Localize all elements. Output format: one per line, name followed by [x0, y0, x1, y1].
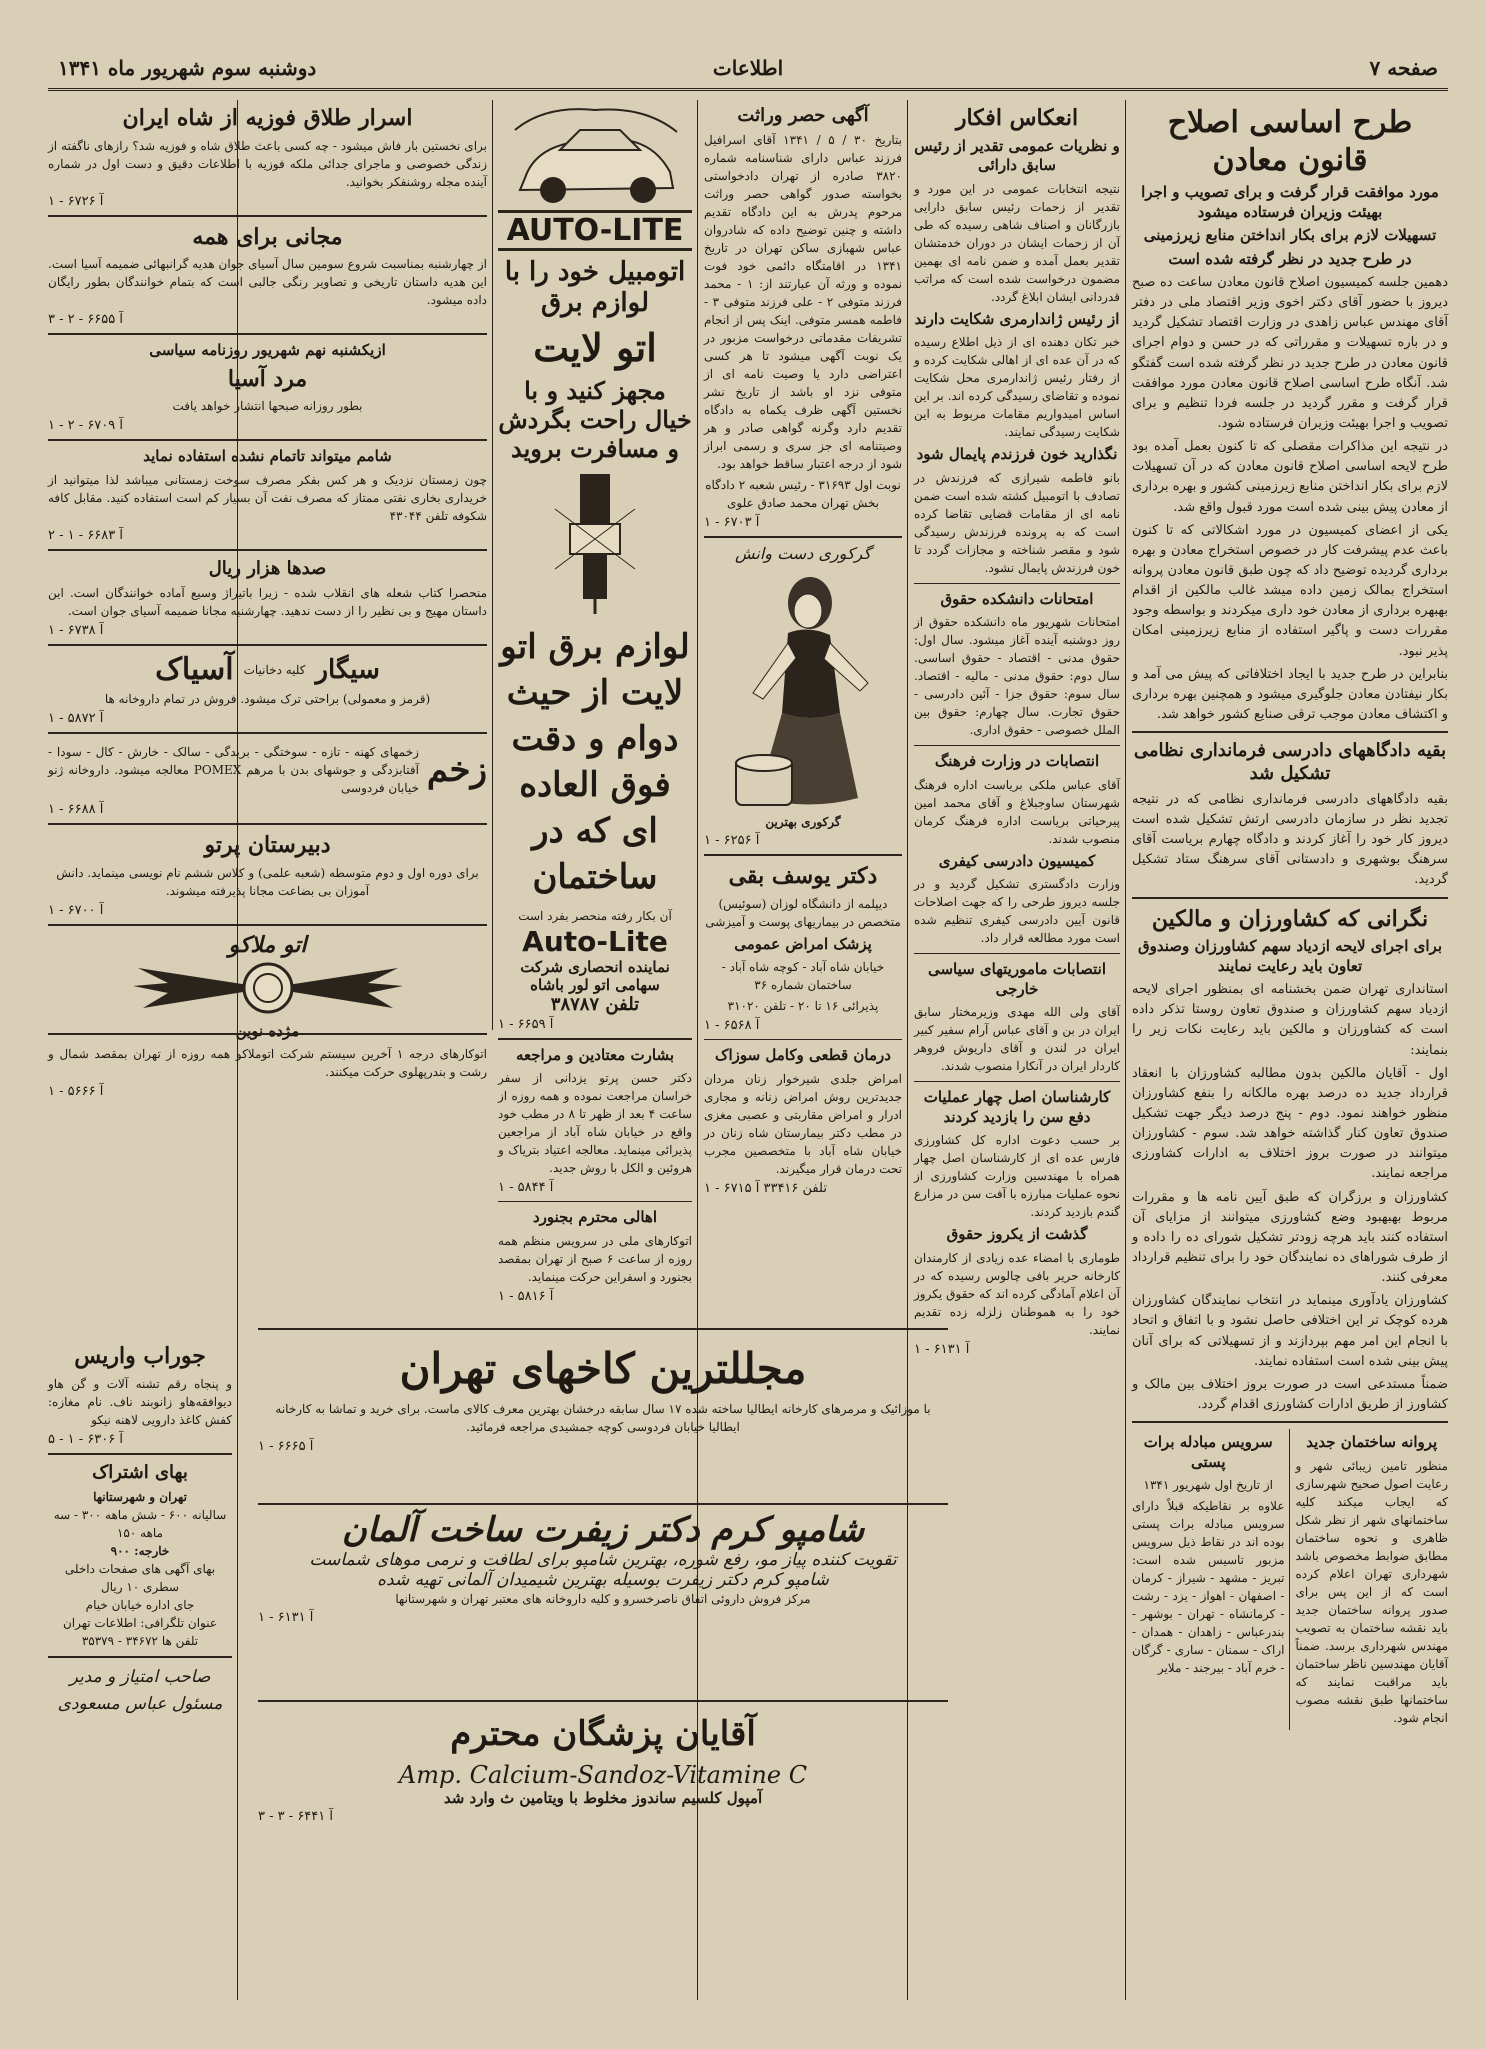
headline-son: نگذارید خون فرزندم پایمال شود [916, 445, 1118, 464]
divider [48, 1453, 232, 1455]
ad-ref: آ ۶۶۸۳ - ۱ - ۲ [48, 527, 123, 543]
ad-ref: آ ۶۷۳۸ - ۱ [48, 623, 104, 639]
ad-cosmetics [704, 544, 902, 848]
shampoo-tagline: تقویت کننده پیاز مو، رفع شوره، بهترین شامپو برای لطافت و نرمی موهای شماست [309, 1550, 897, 1570]
divider [914, 1081, 1120, 1082]
newspaper-page [48, 48, 1448, 2028]
ad-ref: آ ۵۶۶۶ - ۱ [48, 1084, 104, 1100]
ad-ref: آ ۶۱۳۱ - ۱ [914, 1341, 970, 1357]
subscription-region: تهران و شهرستانها [93, 1489, 187, 1504]
article-text: کشاورزان یادآوری مینماید در انتخاب نمایندگان کشاورزان هرده کوچک تر این اختلافی حاصل نشود و با اتفاق و اتحاد با انجام این امر مهم بپردازند و از تسهیلاتی که برای آنان پیش بینی شده است استفاده نمایند. [1132, 1293, 1448, 1369]
box-title: پروانه ساختمان جدید [1306, 1433, 1438, 1452]
article-text: کشاورزان و برزگران که طبق آیین نامه ها و مقررات مربوط بهبهبود وضع کشاورزی میتوانند از مزایای آن استفاده کنند باید هرچه زودتر تشکیل شورای ده را داده و از طرف شوراهای ده نمایندگان خود را برای تنظیم قرارداد معرفی کنند. [1132, 1189, 1448, 1286]
headline-culture-appointments: انتصابات در وزارت فرهنگ [934, 752, 1100, 771]
subscription-rates: سالیانه ۶۰۰ - شش ماهه ۳۰۰ - سه ماهه ۱۵۰ [53, 1507, 227, 1540]
divider [1132, 897, 1448, 899]
issue-date: دوشنبه سوم شهریور ماه ۱۳۴۱ [58, 56, 317, 80]
box-title: سرویس مبادله برات پستی [1143, 1433, 1273, 1471]
ad-ref: آ ۵۸۱۶ - ۱ [498, 1288, 554, 1304]
newspaper-name: مرد آسیا [227, 365, 308, 392]
woman-illustration [718, 563, 888, 813]
spark-plug-illustration [535, 469, 655, 619]
article-text: دهمین جلسه کمیسیون اصلاح قانون معادن ساعت ده صبح دیروز با حضور آقای دکتر اخوی وزیر اقتصاد ملی در دفتر آقای مهندس عباس زاهدی در وزارت اقتصاد تشکیل گردید و در باره تسهیلات و مقرراتی که در حسن و دوام اجرای قانون معادن در طرح جدید در نظر گرفته شده است گفتگو شد. آنگاه طرح اساسی اصلاح قانون معادن مورد موافقت قرار گرفت و مقرر گردید در جلسه فردا تنظیم و برای تصویب و اجرا بهیئت وزیران فرستاده شود. [1132, 275, 1448, 431]
ad-ref: تلفن ۳۳۴۱۶ آ ۶۷۱۵ - ۱ [704, 1180, 827, 1196]
divider [498, 1038, 692, 1040]
headline-gendarmerie: از رئیس ژاندارمری شکایت دارند [914, 309, 1120, 328]
article-text: آقای ولی الله مهدی وزیرمختار سابق ایران در بن و آقای عباس آرام سفیر کبیر ایران در لندن و آقای داریوش فروهر کاردار ایران در آنکارا منصوب شدند. [914, 1005, 1120, 1074]
column-public-opinion [914, 100, 1120, 1980]
headline-bojnurd: اهالی محترم بجنورد [532, 1208, 658, 1227]
divider [914, 583, 1120, 584]
tiles-headline: مجللترین کاخهای تهران [399, 1344, 807, 1393]
article-text: بانو فاطمه شیرازی که فرزندش در تصادف با اتومبیل کشته شده است ضمن نامه ای از مقامات قضایی تقاضا کرده است که به پرونده فرزندش رسیدگی شود و مقصر شناخته و مجازات گردد تا خون فرزندش پایمال نشود. [914, 470, 1120, 575]
subscription-title: بهای اشتراک [92, 1461, 188, 1483]
doctor-bio: دیپلمه از دانشگاه لوزان (سوئیس) متخصص در بیماریهای پوست و آمیزشی [705, 896, 901, 929]
article-text: نتیجه انتخابات عمومی در این مورد و تقدیر از زحمات رئیس سابق دارایی بازرگانان و اصناف شاهی رسیده که طی آن از زحمات ایشان در دوران خدمتشان تقدیر بعمل آمده و ضمن نامه ای بهمین مضمون درخواست شده است که مراتب قدردانی ایشان ابلاغ گردد. [914, 181, 1120, 304]
subscription-abroad: خارجه: ۹۰۰ [110, 1543, 170, 1558]
divider [48, 1033, 487, 1035]
ad-agent: نماینده انحصاری شرکت سهامی اتو لور باشاه [520, 957, 670, 994]
bottom-boxes [1132, 1429, 1448, 1730]
article-text: بر حسب دعوت اداره کل کشاورزی فارس عده ای از کارشناسان اصل چهار همراه با مهندسین وزارت کشاورزی از نحوه عملیات مبارزه با آفت سن در مزارع گندم بازدید کردند. [913, 1133, 1120, 1220]
divider [48, 644, 487, 646]
ad-phone: تلفن ۳۸۷۸۷ [550, 993, 640, 1015]
article-text: بنابراین در طرح جدید با ایجاد اختلافاتی که پیش می آمد و بکار نیفتادن معادن جلوگیری میشود و همچنین بهره برداری و اکتشاف معادن موجب ترقی صنایع کشور خواهد شد. [1132, 666, 1448, 722]
doctor-hours: پذیرائی ۱۶ تا ۲۰ - تلفن ۳۱۰۲۰ [727, 999, 879, 1014]
wound-title: زخم [426, 750, 487, 791]
article-text: طوماری با امضاء عده زیادی از کارمندان کارخانه حریر بافی چالوس رسیده که در آن اعلام آمادگی کرده اند که حقوق یکروز خود را به هموطنان زلزله زده تقدیم نمایند. [914, 1250, 1120, 1337]
column-classifieds [48, 100, 487, 1100]
ad-ref: آ ۶۶۵۵ - ۲ - ۳ [48, 312, 123, 328]
shampoo-retail: مرکز فروش داروئی اتفاق ناصرخسرو و کلیه داروخانه های معتبر تهران و شهرستانها [395, 1592, 811, 1606]
doctor-name: دکتر یوسف بقی [728, 863, 878, 890]
ad-ref: آ ۵۸۴۴ - ۱ [498, 1180, 554, 1196]
article-text: اول - آقایان مالکین بدون مطالبه کشاورزان با انعقاد قرارداد جدید ده درصد بهره مالکانه را بنفع کشاورزان منظور خواهند نمود. دوم - پنج درصد دیگر جهت تشکیل صندوق تعاون کنار گذاشته خواهد شد. سوم - کشاورزان میتوانند در صورت بروز اختلاف به ادارات کشاورزی مراجعه نمایند. [1132, 1065, 1448, 1182]
divider [48, 439, 487, 441]
ad-ref: آ ۶۲۵۶ - ۱ [704, 833, 760, 849]
column-main-article [1132, 100, 1448, 2000]
headline-military-courts: بقیه دادگاههای دادرسی فرمانداری نظامی تشکیل شد [1133, 740, 1447, 785]
article-text: ضمناً مستدعی است در صورت بروز اختلاف بین مالک و کشاورز از طریق ادارات کشاورزی اقدام گردد. [1132, 1376, 1448, 1412]
ad-body: لوازم برق اتو لایت از حیث دوام و دقت فوق العاده ای که در ساختمان [500, 627, 690, 897]
headline-pest-control: کارشناسان اصل چهار عملیات دفع سن را بازدید کردند [923, 1088, 1111, 1126]
shampoo-tagline: شامپو کرم دکتر زیفرت بوسیله بهترین شیمیدان آلمانی تهیه شده [377, 1570, 829, 1590]
sandoz-product: Amp. Calcium-Sandoz-Vitamine C [398, 1760, 808, 1789]
building-permit-box [1296, 1429, 1449, 1730]
headline-school: دبیرستان پرتو [204, 832, 331, 859]
ad-ref: آ ۶۷۰۹ - ۲ - ۱ [48, 418, 123, 434]
sandoz-headline: آقایان پزشگان محترم [450, 1714, 756, 1754]
ad-text: چون زمستان نزدیک و هر کس بفکر مصرف سوخت زمستانی میباشد لذا میتوانید از خریداری بخاری نفتی ممتاز که مصرف نفت آن بسیار کم است استفاده کنید. مقابل کافه شکوفه تلفن ۴۳۰۴۴ [48, 472, 487, 523]
shampoo-title: شامپو کرم دکتر زیفرت ساخت آلمان [341, 1510, 865, 1550]
ad-text: برای دوره اول و دوم متوسطه (شعبه علمی) و کلاس ششم نام نویسی مینماید. دانش آموزان بی بضاعت مجانا پذیرفته میشوند. [56, 865, 479, 898]
bus-company-logo-text: اتو ملاکو [228, 931, 307, 958]
autolite-logo-script: Auto-Lite [522, 924, 668, 958]
divider [498, 1201, 692, 1202]
clinic-text: امراض جلدی شیرخوار زنان مردان جدیدترین روش امراض زنانه و مجاری ادرار و امراض مقاربتی و عصبی مغزی در مطب دکتر بیمارستان شاه زنان در خیابان شاه آباد با متخصصین مجرب تحت درمان قرار میگیرند. [704, 1071, 902, 1176]
cigarette-title: سیگار [315, 654, 380, 685]
headline-public-opinion: انعکاس افکار [955, 105, 1079, 131]
article-text: امتحانات شهریور ماه دانشکده حقوق از روز دوشنبه آینده آغاز میشود. سال اول: حقوق مدنی - اقتصاد - حقوق اساسی. سال دوم: حقوق مدنی - مالیه - اقتصاد. سال سوم: حقوق جزا - آئین دادرسی - حقوق تجارت. سال چهارم: حقوق بین الملل خصوصی - حقوق اداری. [914, 615, 1120, 738]
car-illustration [505, 100, 685, 210]
divider [1132, 731, 1448, 733]
column-rule [1125, 100, 1126, 2000]
ad-brand-persian: اتو لایت [533, 325, 657, 371]
ad-sandoz [258, 1708, 948, 1848]
divider [48, 1656, 232, 1658]
headline-farmers: نگرانی که کشاورزان و مالکین [1151, 905, 1429, 932]
notice-signature: نوبت اول ۳۱۶۹۳ - رئیس شعبه ۲ دادگاه بخش تهران محمد صادق علوی [705, 478, 901, 511]
article-text: استانداری تهران ضمن بخشنامه ای بمنظور اجرای لایحه ازدیاد سهم کشاورزان و صندوق تعاون روستا تذکر داده است که کشاورزان و مالکین باید رعایت نکات زیر را بنمایند: [1132, 982, 1448, 1058]
headline-clinic: درمان قطعی وکامل سوزاک [715, 1046, 891, 1065]
divider [48, 823, 487, 825]
headline-criminal-commission: کمیسیون دادرسی کیفری [938, 851, 1096, 870]
divider [704, 854, 902, 856]
ad-text: بطور روزانه صبحها انتشار خواهد یافت [172, 399, 363, 414]
cigarette-brand: آسیاک [155, 652, 234, 688]
headline-stockings: جوراب واریس [74, 1343, 206, 1369]
ad-shampoo [258, 1510, 948, 1695]
ad-rates: بهای آگهی های صفحات داخلی سطری ۱۰ ریال [64, 1561, 216, 1594]
divider [1132, 1421, 1448, 1423]
subhead: مورد موافقت قرار گرفت و برای تصویب و اجرا بهیئت وزیران فرستاده میشود [1141, 183, 1439, 221]
column-notices [704, 100, 902, 1380]
ad-ref: آ ۶۱۳۱ - ۱ [258, 1610, 314, 1625]
ad-ref: آ ۶۶۵۹ - ۱ [498, 1016, 554, 1032]
headline-fawzia: اسرار طلاق فوزیه از شاه ایران [122, 105, 413, 131]
box-text: منظور تامین زیبائی شهر و رعایت اصول صحیح شهرسازی که ایجاب میکند کلیه ساختمانهای شهر از نظر شکل ظاهری و نحوه ساختمان مطابق ضوابط مخصوص باشد شهرداری تهران اعلام کرده است که از این پس برای صدور پروانه ساختمان جدید باید نقشه ساختمان به تصویب مهندس شهرداری برسد. ضمناً آقایان مهندسین ناظر ساختمان باید مراقبت نمایند که ساختمانها طبق نقشه مصوب انجام شود. [1295, 1458, 1448, 1725]
headline-free: مجانی برای همه [192, 223, 343, 250]
ad-tagline: مجهز کنید و با خیال راحت بگردش و مسافرت بروید [498, 375, 692, 463]
ad-text: (قرمز و معمولی) براحتی ترک میشود. فروش در تمام داروخانه ها [104, 692, 431, 707]
column-autolite [498, 100, 692, 1380]
divider [704, 1039, 902, 1040]
ad-ref: آ ۶۶۶۵ - ۱ [258, 1439, 314, 1455]
ad-text: اتوکارهای درجه ۱ آخرین سیستم شرکت اتوملاکو همه روزه از تهران بمقصد شمال و رشت و بندرپهلوی حرکت میکنند. [48, 1047, 487, 1080]
divider [48, 215, 487, 217]
box-subtitle: از تاریخ اول شهریور ۱۳۴۱ [1143, 1478, 1273, 1493]
headline-diplomatic: انتصابات ماموریتهای سیاسی خارجی [927, 960, 1107, 998]
headline-newspaper-launch: ازیکشنبه نهم شهریور روزنامه سیاسی [149, 341, 386, 360]
article-text: دکتر حسن پرتو یزدانی از سفر خراسان مراجعت نموده و همه روزه از ساعت ۴ بعد از ظهر تا ۸ در مطب خود واقع در خیابان شاه آباد از مراجعین پذیرائی مینماید. معالجه اعتیاد بتریاک و هروئین و الکل با روش جدید. [498, 1071, 693, 1176]
publication-name: اطلاعات [712, 56, 784, 80]
divider [48, 549, 487, 551]
column-subscription [48, 1338, 232, 1938]
office-phones: تلفن ها ۳۴۶۷۲ - ۳۵۳۷۹ [81, 1633, 199, 1648]
ad-ref: آ ۶۷۰۰ - ۱ [48, 902, 104, 918]
article-text: اتوکارهای ملی در سرویس منظم همه روزه از ساعت ۶ صبح از تهران بمقصد بجنورد و اسفراین حرکت مینماید. [498, 1233, 692, 1284]
divider [258, 1700, 948, 1702]
headline-donation: گذشت از یکروز حقوق [946, 1225, 1088, 1244]
divider [704, 536, 902, 538]
article-text: خبر تکان دهنده ای از ذیل اطلاع رسیده که در آن عده ای از اهالی شکایت کرده و از رفتار رئیس ژاندارمری محل شکایت نموده و تقاضای رسیدگی کرده اند. بر این اساس امیدواریم مقامات مربوط به این شکایت رسیدگی نمایند. [914, 335, 1120, 440]
wound-ad [48, 740, 487, 800]
divider [48, 924, 487, 926]
ad-ref: آ ۶۴۴۱ - ۳ - ۳ [258, 1808, 333, 1824]
masthead [48, 48, 1448, 91]
ad-caption: گرکوری بهترین [765, 815, 841, 830]
tiles-text: با موزائیک و مرمرهای کارخانه ایطالیا ساخته شده ۱۷ سال سابقه درخشان بهترین معرف کالای ماست. برای خرید و تماشا به کارخانه ایطالیا خیابان فردوسی کوچه جمشیدی مراجعه فرمائید. [275, 1402, 931, 1435]
telegraph-address: عنوان تلگرافی: اطلاعات تهران [62, 1615, 218, 1630]
sandoz-subtext: آمپول کلسیم ساندوز مخلوط با ویتامین ث وارد شد [443, 1788, 763, 1807]
divider [48, 333, 487, 335]
divider [48, 732, 487, 734]
article-text: در نتیجه این مذاکرات مقصلی که تا کنون بعمل آمده بود طرح لایحه اساسی اصلاح قانون معادن که در آن تسهیلات لازم برای بکار انداختن منابع زیرزمینی کشور و بهره برداری از معادن پیش بینی شده است مورد قبول واقع شد. [1132, 439, 1448, 515]
divider [258, 1503, 948, 1505]
article-text: وزارت دادگستری تشکیل گردید و در جلسه دیروز طرحی را که جهت اصلاحات قانون آیین دادرسی کیفری تنظیم شده است مورد مطالعه قرار داد. [914, 877, 1120, 946]
column-rule [492, 100, 493, 1030]
notice-text: بتاریخ ۳۰ / ۵ / ۱۳۴۱ آقای اسرافیل فرزند عباس دارای شناسنامه شماره ۳۸۲۰ صادره از تهران دادخواستی بخواسته صدور گواهی حصر وراثت مرحوم پدرش به این دادگاه تقدیم داشته و چنین توضیح داده که شادروان عباس شهبازی ساکن تهران در تاریخ ۱۳۴۱ در اقامتگاه دائمی خود فوت نموده و ورثه آن عبارتند از: ۱ - محمد فرزند متوفی ۲ - علی فرزند متوفی ۳ - فاطمه همسر متوفی. اینک پس از انجام تشریفات مقدماتی درخواست مزبور در یک نوبت آگهی میشود تا هر کسی اعتراضی دارد یا وصیت نامه ای از متوفی نزد او باشد از تاریخ نشر نخستین آگهی ظرف یکماه به دادگاه تقدیم دارد وگرنه گواهی صادر و هر وصیتنامه ای جز سری و رسمی ابراز شود از درجه اعتبار ساقط خواهد بود. [704, 133, 903, 472]
cigarette-ad [48, 652, 487, 687]
ad-text: برای نخستین بار فاش میشود - چه کسی باعث طلاق شاه و فوزیه شد؟ رازهای ناگفته از زندگی خصوصی و ماجرای جدائی ملکه فوزیه با اطلاعات دقیق و دست اول در شماره آینده مجله روشنفکر بخوانید. [48, 138, 487, 189]
office-address: جای اداره خیابان خیام [85, 1597, 195, 1612]
ad-brand: گرکوری دست وانش [734, 544, 871, 564]
ad-tiles [258, 1338, 948, 1498]
headline-book: صدها هزار ریال [208, 557, 327, 579]
autolite-logo: AUTO-LITE [498, 210, 692, 251]
ad-headline: اتومبیل خود را با لوازم برق [504, 257, 686, 319]
article-text: یکی از اعضای کمیسیون در مورد اشکالاتی که تا کنون باعث عدم پیشرفت کار در خصوص استخراج معادن و بهره برداری گردیده توضیح داد که چون طبق قانون معادن پروانه استخراج بمالک زمین داده میشد غالب مالکین از اقدام بهبهره برداری از معادن خود داری میکردند و بواسطه وجود مقررات دست و پاگیر استفاده از منابع زیرزمینی امکان پذیر نبود. [1132, 522, 1448, 659]
ad-ref: آ ۵۸۷۲ - ۱ [48, 711, 104, 727]
subhead: در طرح جدید در نظر گرفته شده است [1168, 249, 1412, 268]
headline-law-exams: امتحانات دانشکده حقوق [940, 589, 1094, 608]
ad-text: منحصرا کتاب شعله های انقلاب شده - زیرا باتیراژ وسیع آماده خوانندگان است. این داستان مهیج و بی نظیر را از دست ندهید. چهارشنبه مجانا ضمیمه آسیای جوان است. [48, 586, 487, 619]
article-text: بقیه دادگاههای دادرسی فرمانداری نظامی که در نتیجه تجدید نظر در سازمان دادرسی ارتش تشکیل شده است دیروز کار خود را آغاز کردند و دادگاه چهارم بریاست آقای سرهنگ بوشهری و دادستانی آقای سرهنگ ستاد تشکیل گردید. [1132, 791, 1448, 888]
ad-text: زخمهای کهنه - تازه - سوختگی - بریدگی - سالک - خارش - کال - سودا - آفتابزدگی و جوشهای بدن با مرهم POMEX معالجه میشود. داروخانه ژنو خیابان فردوسی [48, 745, 419, 796]
ad-text: و پنجاه رقم تشنه آلات و گن هاو دیوافقه‌هاو زانوبند ناف. نام مغازه: کفش کاغذ دارویی لاهنه نیکو [48, 1376, 232, 1427]
ad-subtext: آن بکار رفته منحصر بفرد است [518, 908, 672, 923]
divider [258, 1328, 948, 1330]
ad-ref: آ ۶۷۲۶ - ۱ [48, 193, 104, 209]
publisher-signature: صاحب امتیاز و مدیر مسئول عباس مسعودی [57, 1666, 223, 1715]
headline-mining-law: طرح اساسی اصلاح قانون معادن [1167, 105, 1413, 178]
ad-text: از چهارشنبه بمناسبت شروع سومین سال آسیای جوان هدیه گرانبهائی ضمیمه آسیا است. این هدیه داستان تاریخی و تصاویر رنگی جالبی است که بتمام خوانندگان بطور رایگان داده میشود. [48, 257, 487, 308]
ad-ref: آ ۶۶۸۸ - ۱ [48, 802, 104, 818]
subhead: برای اجرای لایحه ازدیاد سهم کشاورزان وصندوق تعاون باید رعایت نمایند [1137, 937, 1443, 975]
headline-inheritance: آگهی حصر وراثت [737, 105, 869, 126]
column-rule [237, 1338, 238, 1858]
divider [914, 745, 1120, 746]
subhead: تسهیلات لازم برای بکار انداختن منابع زیرزمینی [1143, 226, 1437, 244]
ad-ref: آ ۶۷۰۳ - ۱ [704, 515, 760, 531]
winged-logo [128, 958, 408, 1018]
headline-addiction: بشارت معتادین و مراجعه [515, 1045, 675, 1064]
ad-ref: آ ۶۵۶۸ - ۱ [704, 1018, 760, 1034]
cigarette-sub: کلیه دخانیات [243, 662, 306, 677]
box-text: علاوه بر نقاطیکه قبلاً دارای سرویس مبادله برات پستی بوده اند در نقاط ذیل سرویس مزبور تاسیس شده است: تبریز - مشهد - شیراز - کرمان - اصفهان - اهواز - یزد - رشت - کرمانشاه - تهران - بوشهر - بندرعباس - زاهدان - همدان - اراک - سمنان - ساری - گرگان - خرم آباد - بیرجند - ملایر [1132, 1499, 1285, 1676]
headline-heater: شامم میتواند تاتمام نشده استفاده نماید [143, 447, 392, 466]
subhead: و نظریات عمومی تقدیر از رئیس سابق دارائی [914, 136, 1120, 175]
page-number: صفحه ۷ [1369, 56, 1438, 80]
doctor-address: خیابان شاه آباد - کوچه شاه آباد - ساختمان شماره ۳۶ [721, 960, 885, 993]
postal-service-box [1132, 1429, 1290, 1730]
ad-ref: آ ۶۳۰۶ - ۱ - ۵ [48, 1431, 123, 1447]
divider [914, 953, 1120, 954]
doctor-specialty: پزشک امراض عمومی [734, 934, 872, 953]
article-text: آقای عباس ملکی بریاست اداره فرهنگ شهرستان ساوجبلاغ و آقای محمد امین پیرحیاتی بریاست اداره فرهنگ کرمان منصوب شدند. [914, 777, 1120, 846]
headline-bus: مژده نوین [235, 1021, 300, 1040]
